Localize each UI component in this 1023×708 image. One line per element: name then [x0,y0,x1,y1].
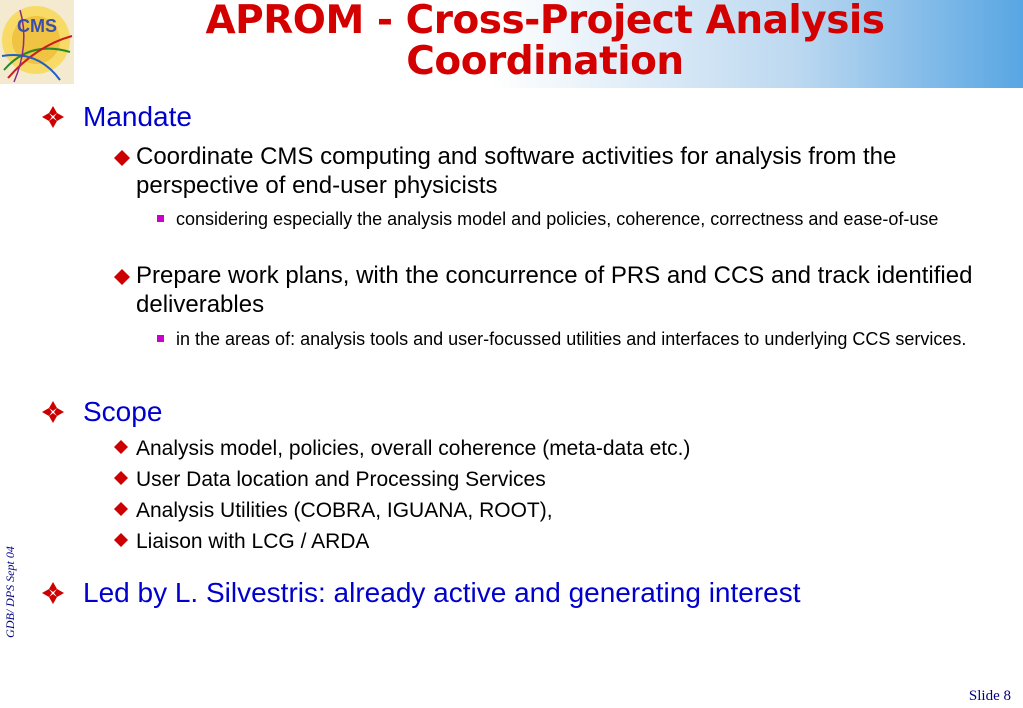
section-heading-text: Mandate [83,101,192,132]
list-item-text: Analysis model, policies, overall coherence (meta-data etc.) [136,437,691,460]
diamond-bullet-icon [114,150,130,166]
section-heading-text: Scope [83,396,163,427]
list-item-text: User Data location and Processing Services [136,468,546,491]
list-item [114,465,1009,494]
list-item [114,496,1009,525]
list-item [114,434,1009,463]
list-item [114,527,1009,556]
diamond-bullet-icon [114,471,128,485]
square-bullet-icon [157,335,164,342]
sub-list-item [157,328,1007,350]
diamond-cluster-bullet-icon [40,399,66,425]
sub-list-item-text: considering especially the analysis model and policies, coherence, correctness and ease-of-use [176,209,939,229]
slide-title [130,0,960,82]
diamond-bullet-icon [114,533,128,547]
diamond-cluster-bullet-icon [40,580,66,606]
square-bullet-icon [157,215,164,222]
list-item-text: Coordinate CMS computing and software activities for analysis from the perspective of end-user physicists [136,143,897,199]
cms-logo [0,0,74,84]
list-item [114,261,1009,319]
sub-list-item [157,208,1007,230]
diamond-bullet-icon [114,502,128,516]
title-line-2: Coordination [406,39,684,84]
list-item-text: Prepare work plans, with the concurrence of PRS and CCS and track identified deliverables [136,262,973,318]
side-footer-note: GDB/ DPS Sept 04 [3,546,17,638]
list-item-text: Liaison with LCG / ARDA [136,530,370,553]
list-item [114,142,1009,200]
sub-list-item-text: in the areas of: analysis tools and user-focussed utilities and interfaces to underlying CCS services. [176,329,967,349]
svg-text:CMS: CMS [17,16,57,36]
slide-number: Slide 8 [968,688,1011,704]
diamond-bullet-icon [114,269,130,285]
diamond-cluster-bullet-icon [40,104,66,130]
section-heading-text: Led by L. Silvestris: already active and generating interest [83,577,801,608]
diamond-bullet-icon [114,440,128,454]
list-item-text: Analysis Utilities (COBRA, IGUANA, ROOT), [136,499,553,522]
title-line-1: APROM - Cross-Project Analysis [205,0,885,43]
